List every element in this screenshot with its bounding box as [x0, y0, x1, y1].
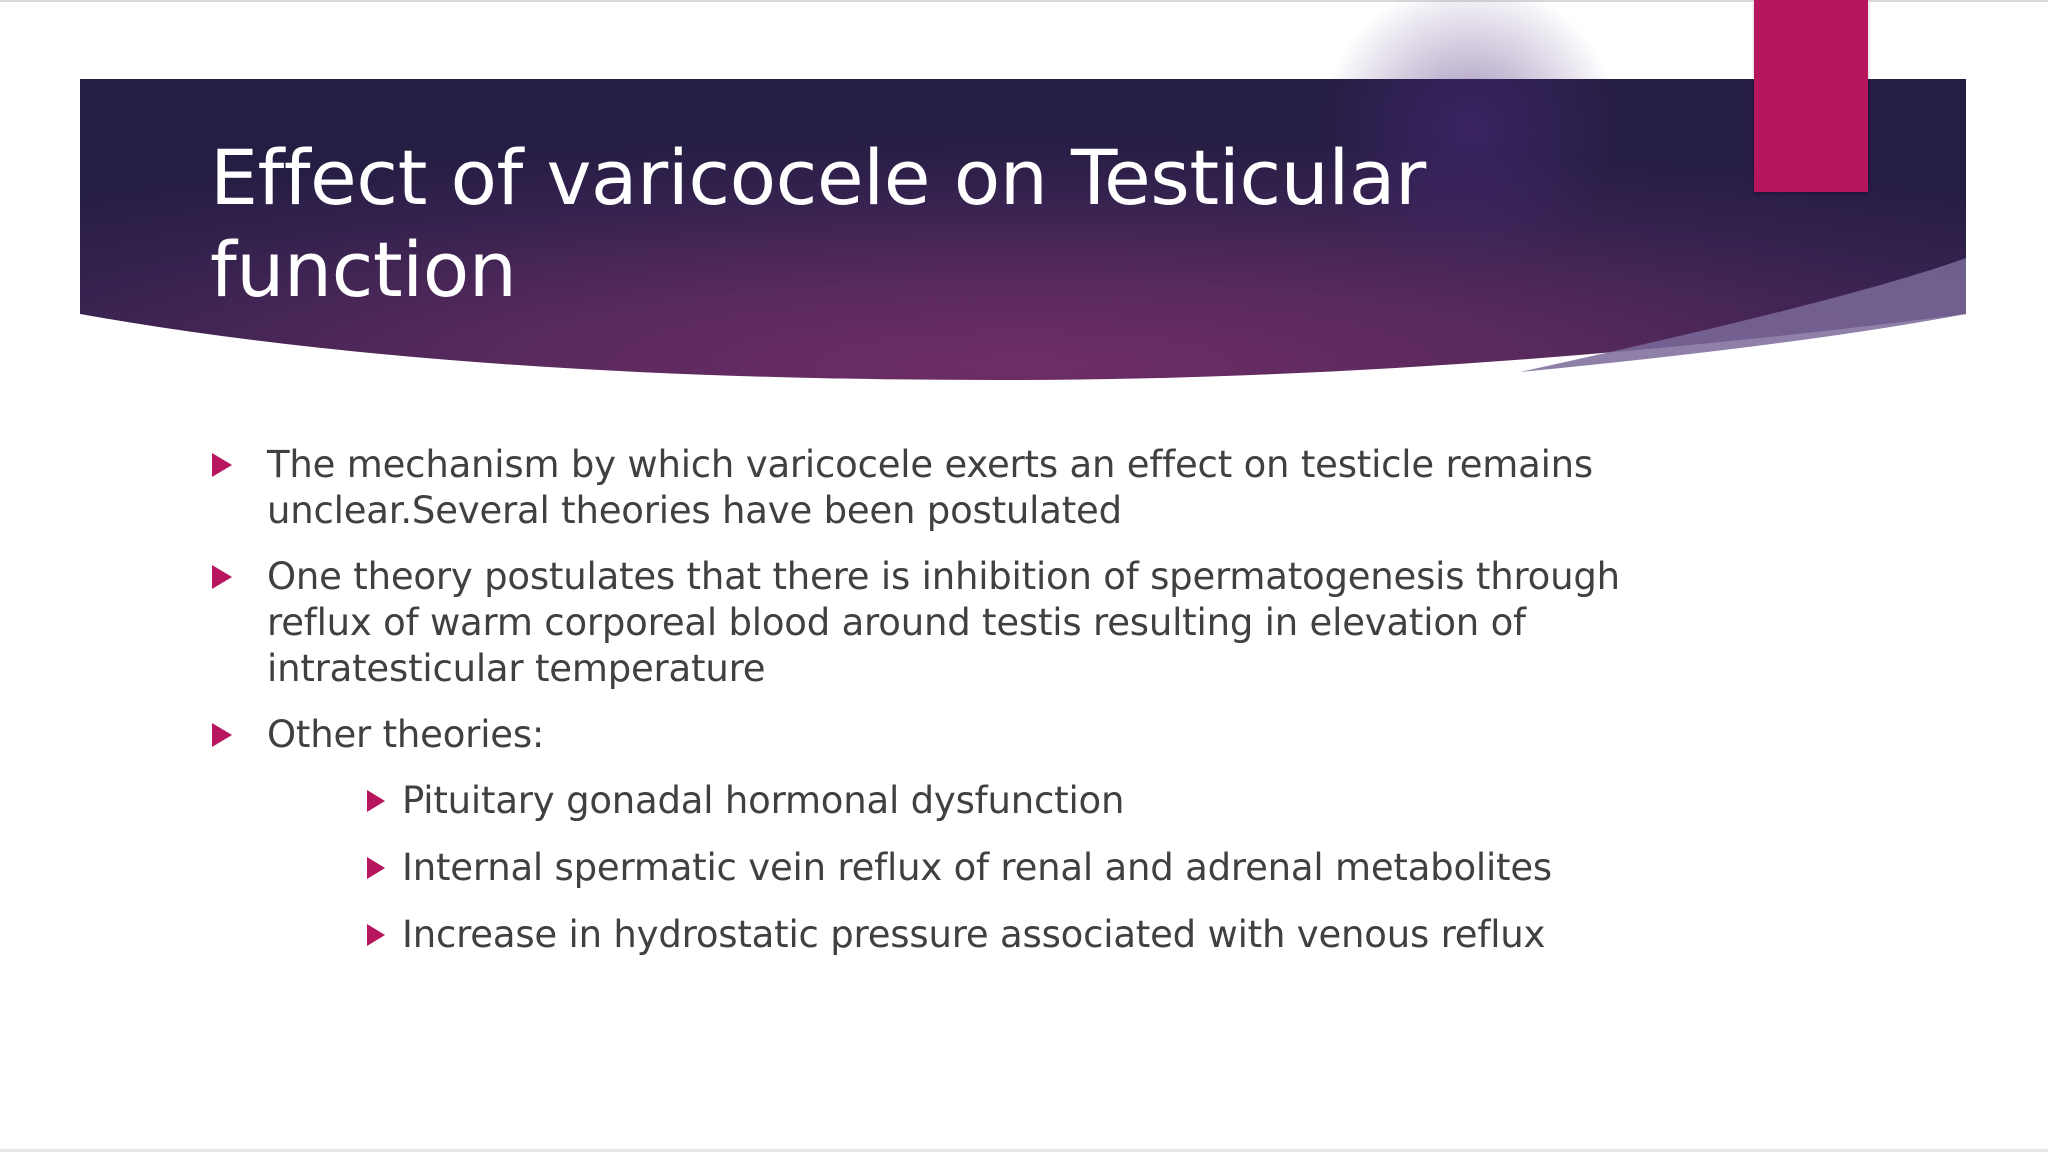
sub-bullet-list	[365, 778, 1670, 958]
content-body	[210, 442, 1670, 979]
triangle-right-icon	[367, 790, 385, 812]
slide-title: Effect of varicocele on Testicular function	[210, 133, 1426, 314]
sub-bullet-text: Internal spermatic vein reflux of renal and adrenal metabolites	[402, 846, 1553, 889]
triangle-right-icon	[212, 723, 232, 747]
triangle-right-icon	[212, 565, 232, 589]
triangle-right-icon	[367, 924, 385, 946]
sub-bullet-item	[365, 845, 1670, 891]
triangle-right-icon	[212, 453, 232, 477]
bullet-item	[210, 712, 1670, 758]
bullet-item	[210, 554, 1670, 692]
triangle-right-icon	[367, 857, 385, 879]
sub-bullet-item	[365, 912, 1670, 958]
sub-bullet-text: Pituitary gonadal hormonal dysfunction	[402, 779, 1125, 822]
bullet-text: Other theories:	[267, 713, 545, 756]
bullet-item	[210, 442, 1670, 534]
accent-tab	[1754, 0, 1868, 192]
bullet-text: One theory postulates that there is inhibition of spermatogenesis through reflux of warm corporeal blood around testis resulting in elevation of intratesticular temperature	[267, 555, 1620, 690]
bullet-text: The mechanism by which varicocele exerts an effect on testicle remains unclear.Several theories have been postulated	[267, 443, 1593, 532]
sub-bullet-item	[365, 778, 1670, 824]
sub-bullet-text: Increase in hydrostatic pressure associated with venous reflux	[402, 913, 1546, 956]
